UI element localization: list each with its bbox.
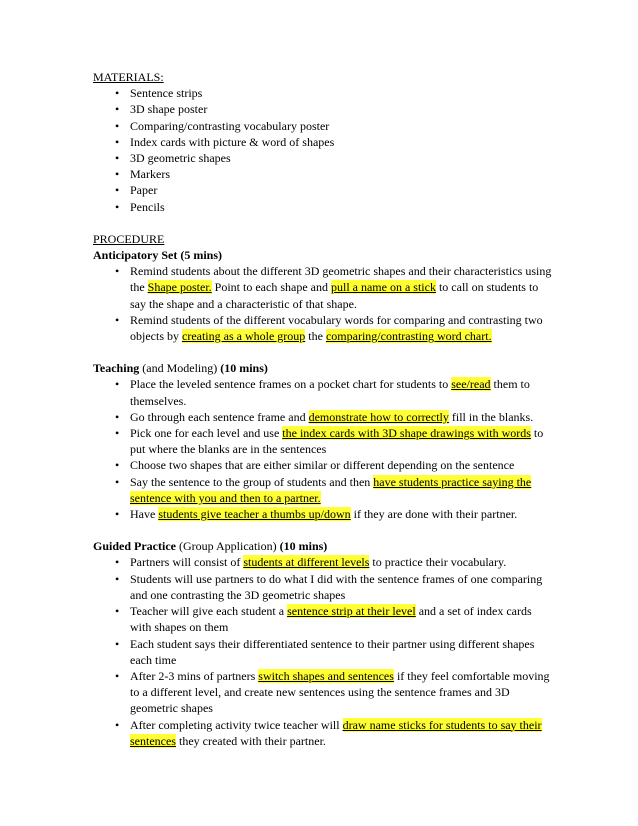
list-item-text: Place the leveled sentence frames on a pocket chart for students to (130, 377, 452, 392)
highlighted-text: pull a name on a stick (330, 280, 436, 295)
list-item-text: Students will use partners to do what I did with the sentence frames of one comparing and one contrasting the 3D geometric shapes (130, 571, 543, 602)
highlighted-text: have students practice saying the sentence with you and then to a partner. (130, 474, 532, 505)
list-item-text: Each student says their differentiated sentence to their partner using different shapes each time (130, 636, 535, 667)
list-item (93, 199, 553, 215)
list-item-text: Choose two shapes that are either similar or different depending on the sentence (130, 458, 515, 473)
highlighted-text: see/read (451, 377, 491, 392)
teaching-title-sub: (and Modeling) (139, 361, 221, 376)
anticipatory-set-title: Anticipatory Set (5 mins) (93, 248, 222, 263)
list-item-text: to put where the blanks are in the sentences (130, 426, 544, 457)
list-item-text: Markers (130, 167, 170, 182)
list-item (93, 636, 553, 668)
bullet-icon: • (115, 426, 120, 441)
list-item-text: After completing activity twice teacher will (130, 717, 343, 732)
bullet-icon: • (115, 199, 120, 214)
list-item-text: Paper (130, 183, 158, 198)
list-item-text: Remind students of the different vocabulary words for comparing and contrasting two objects by (130, 312, 543, 344)
list-item (93, 85, 553, 101)
teaching-list (93, 376, 553, 522)
list-item-text: to call on students to say the shape and a characteristic of that shape. (130, 280, 539, 311)
list-item-text: Have (130, 507, 159, 522)
guided-practice-list (93, 554, 553, 748)
highlighted-text: students at different levels (243, 555, 370, 570)
list-item-text: fill in the blanks. (448, 409, 534, 424)
list-item-text: and a set of index cards with shapes on them (130, 604, 532, 635)
list-item (93, 182, 553, 198)
list-item (93, 425, 553, 457)
guided-title-time: (10 mins) (279, 539, 328, 554)
teaching-title-main: Teaching (93, 361, 140, 376)
highlighted-text: comparing/contrasting word chart. (325, 329, 492, 344)
list-item-text: they created with their partner. (175, 733, 326, 748)
bullet-icon: • (115, 264, 120, 279)
bullet-icon: • (115, 636, 120, 651)
anticipatory-list (93, 263, 553, 344)
list-item (93, 554, 553, 570)
bullet-icon: • (115, 604, 120, 619)
list-item (93, 506, 553, 522)
guided-title-main: Guided Practice (93, 539, 176, 554)
list-item-text: Partners will consist of (130, 555, 244, 570)
list-item (93, 457, 553, 473)
document-content (93, 69, 553, 749)
list-item-text: Remind students about the different 3D geometric shapes and their characteristics using the (130, 264, 552, 295)
bullet-icon: • (115, 183, 120, 198)
bullet-icon: • (115, 151, 120, 166)
list-item-text: Comparing/contrasting vocabulary poster (130, 118, 330, 133)
bullet-icon: • (115, 167, 120, 182)
bullet-icon: • (115, 134, 120, 149)
list-item-text: to practice their vocabulary. (369, 555, 507, 570)
list-item-text: 3D shape poster (130, 102, 208, 117)
teaching-title-time: (10 mins) (220, 361, 268, 376)
procedure-heading: PROCEDURE (93, 231, 165, 246)
highlighted-text: draw name sticks for students to say their sentences (130, 717, 542, 748)
bullet-icon: • (115, 312, 120, 327)
guided-title-sub: (Group Application) (175, 539, 280, 554)
list-item (93, 101, 553, 117)
list-item (93, 376, 553, 408)
highlighted-text: switch shapes and sentences (258, 668, 394, 683)
highlighted-text: demonstrate how to correctly (308, 409, 449, 424)
bullet-icon: • (115, 507, 120, 522)
list-item (93, 668, 553, 717)
list-item-text: them to themselves. (130, 377, 530, 408)
list-item (93, 474, 553, 506)
bullet-icon: • (115, 118, 120, 133)
list-item (93, 312, 553, 344)
bullet-icon: • (115, 555, 120, 570)
highlighted-text: Shape poster. (147, 280, 212, 295)
list-item (93, 603, 553, 635)
materials-heading: MATERIALS: (93, 70, 164, 84)
list-item (93, 134, 553, 150)
list-item (93, 571, 553, 603)
bullet-icon: • (115, 571, 120, 586)
list-item (93, 263, 553, 312)
bullet-icon: • (115, 102, 120, 117)
teaching-title (93, 360, 553, 376)
highlighted-text: the index cards with 3D shape drawings with words (282, 426, 531, 441)
list-item-text: Point to each shape and (211, 280, 331, 295)
list-item-text: Pick one for each level and use (130, 426, 283, 441)
bullet-icon: • (115, 409, 120, 424)
list-item (93, 717, 553, 749)
highlighted-text: creating as a whole group (182, 329, 306, 344)
list-item-text: Pencils (130, 199, 165, 214)
list-item-text: Sentence strips (130, 86, 203, 101)
list-item-text: Index cards with picture & word of shapes (130, 134, 335, 149)
list-item-text: After 2-3 mins of partners (130, 668, 259, 683)
list-item-text: if they are done with their partner. (350, 507, 518, 522)
list-item (93, 166, 553, 182)
materials-list (93, 85, 553, 215)
bullet-icon: • (115, 717, 120, 732)
bullet-icon: • (115, 668, 120, 683)
list-item-text: the (305, 329, 326, 344)
bullet-icon: • (115, 377, 120, 392)
list-item-text: Go through each sentence frame and (130, 409, 309, 424)
highlighted-text: sentence strip at their level (287, 604, 416, 619)
bullet-icon: • (115, 86, 120, 101)
guided-practice-title (93, 538, 553, 554)
list-item (93, 118, 553, 134)
bullet-icon: • (115, 474, 120, 489)
bullet-icon: • (115, 458, 120, 473)
list-item-text: if they feel comfortable moving to a different level, and create new sentences using the sentence frames and 3D geometric shapes (130, 668, 550, 716)
list-item-text: Say the sentence to the group of students and then (130, 474, 374, 489)
list-item (93, 150, 553, 166)
list-item (93, 409, 553, 425)
list-item-text: Teacher will give each student a (130, 604, 288, 619)
highlighted-text: students give teacher a thumbs up/down (158, 507, 351, 522)
list-item-text: 3D geometric shapes (130, 151, 231, 166)
